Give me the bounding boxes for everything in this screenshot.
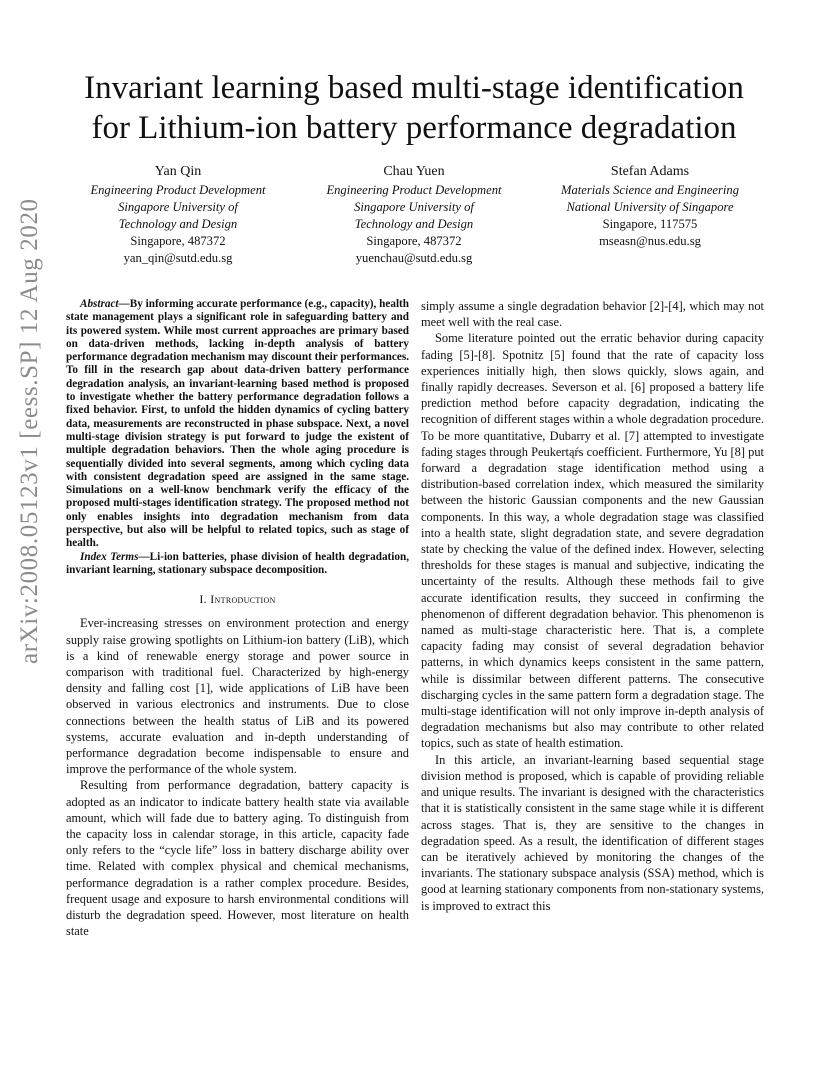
author-city: Singapore, 487372 xyxy=(366,234,462,248)
body-paragraph: simply assume a single degradation behavior [2]-[4], which may not meet well with the real case. xyxy=(421,299,764,330)
section-numeral: I. xyxy=(199,592,211,607)
author-organization-cont: Technology and Design xyxy=(118,217,238,231)
author-department: Engineering Product Development xyxy=(90,183,266,197)
author-department: Engineering Product Development xyxy=(326,183,502,197)
author-1 xyxy=(60,163,296,267)
index-terms-text: Li-ion batteries, phase division of health degradation, invariant learning, stationary subspace decomposition. xyxy=(66,550,409,576)
author-email: yuenchau@sutd.edu.sg xyxy=(355,251,473,265)
author-organization: National University of Singapore xyxy=(566,200,734,214)
right-column xyxy=(421,298,764,914)
author-email: mseasn@nus.edu.sg xyxy=(599,234,701,248)
body-paragraph: Ever-increasing stresses on environment protection and energy supply raise growing spotlights on Lithium-ion battery (LiB), which is a kind of renewable energy storage and power source in comparison with traditional fuel. Characterized by high-energy density and falling cost [1], wide applications of LiB have been observed in various electronics and instruments. Due to close connections between the health status of LiB and its powered systems, accurate evaluation and in-depth understanding of performance degradation become indispensable to ensure and improve the performance of the whole system. xyxy=(66,616,409,777)
author-email: yan_qin@sutd.edu.sg xyxy=(123,251,233,265)
body-paragraph: In this article, an invariant-learning based sequential stage division method is proposed, which is capable of providing reliable and unique results. The invariant is designed with the characteristics that it is statistically consistent in the same stage while it is different across stages. That is, they are sensitive to the changes in degradation speed. As a result, the identification of different stages can be iteratively achieved by monitoring the changes of the invariants. The stationary subspace analysis (SSA) method, which is good at learning stationary components from non-stationary systems, is improved to extract this xyxy=(421,752,764,913)
abstract-label: Abstract— xyxy=(80,298,130,310)
section-title: Introduction xyxy=(210,592,276,607)
left-column xyxy=(66,298,409,940)
section-heading-introduction xyxy=(66,591,409,607)
index-terms xyxy=(66,551,409,578)
author-2 xyxy=(296,163,532,267)
author-block xyxy=(60,163,768,273)
paper-title xyxy=(40,68,788,148)
author-city: Singapore, 117575 xyxy=(602,217,698,231)
author-name: Yan Qin xyxy=(154,164,202,179)
paper-title-line-1: Invariant learning based multi-stage identification xyxy=(84,70,744,106)
author-organization-cont: Technology and Design xyxy=(354,217,474,231)
author-name: Stefan Adams xyxy=(610,164,690,179)
author-organization: Singapore University of xyxy=(354,200,474,214)
author-department: Materials Science and Engineering xyxy=(560,183,740,197)
body-paragraph: Resulting from performance degradation, battery capacity is adopted as an indicator to indicate battery health state via available amount, which will fade due to battery aging. To distinguish from the capacity loss in calendar storage, in this article, capacity fade only refers to the “cycle life” loss in battery discharge ability over time. Related with complex physical and chemical mechanisms, performance degradation is a rather complex procedure. Besides, frequent usage and exposure to harsh environmental conditions will disturb the degradation speed. However, most literature on health state xyxy=(66,778,409,939)
index-terms-label: Index Terms— xyxy=(80,550,150,563)
author-3 xyxy=(532,163,768,250)
abstract-text: By informing accurate performance (e.g., capacity), health state management plays a significant role in safeguarding battery and its powered system. While most current approaches are primary based on data-driven methods, lacking in-depth analysis of battery performance degradation mechanism may discount their performances. To fill in the research gap about data-driven battery performance degradation analysis, an invariant-learning based method is proposed to investigate whether the battery performance degradation follows a fixed behavior. First, to unfold the hidden dynamics of cycling battery data, measurements are reconstructed in phase subspace. Next, a novel multi-stage division strategy is put forward to judge the existent of multiple degradation behaviors. Then the whole aging procedure is sequentially divided into several segments, among which cycling data with consistent degradation speed are assigned in the same stage. Simulations on a well-know benchmark verify the efficacy of the proposed multi-stages identification strategy. The proposed method not only enables insights into degradation mechanism from data perspective, but also will be helpful to related topics, such as stage of health. xyxy=(66,298,409,550)
author-organization: Singapore University of xyxy=(118,200,238,214)
abstract xyxy=(66,298,409,551)
author-city: Singapore, 487372 xyxy=(130,234,226,248)
arxiv-identifier-stamp: arXiv:2008.05123v1 [eess.SP] 12 Aug 2020 xyxy=(16,198,43,664)
author-name: Chau Yuen xyxy=(383,164,445,179)
paper-title-line-2: for Lithium-ion battery performance degradation xyxy=(91,110,737,146)
body-paragraph: Some literature pointed out the erratic behavior during capacity fading [5]-[8]. Spotnitz [5] found that the rate of capacity loss experiences initially high, then slows quickly, slows again, and finally rapidly decreases. Severson et al. [6] proposed a battery life prediction method before capacity degradation, indicating the recognition of different stages within a whole degradation procedure. To be more quantitative, Dubarry et al. [7] attempted to investigate fading stages through Peukertąŕs coefficient. Furthermore, Yu [8] put forward a degradation stage identification method using a distribution-based correlation index, which measured the similarity between the historic Gaussian components and the new Gaussian components. In this way, a whole degradation stage was classified into a health state, slight degradation state, and severe degradation state by checking the value of the defined index. However, selecting thresholds for these stages is manual and subjective, indicating the uncertainty of the results. Although these methods fail to give accurate identification results, they succeed in confirming the phenomenon of different degradation behavior. This phenomenon is named as multi-stage characteristic here. That is, a complete capacity fading may consist of several degradation behavior patterns, in which dynamics keeps consistent in the same pattern, while is dissimilar between different patterns. The consecutive discharging cycles in the same pattern form a degradation stage. The multi-stage identification will not only improve in-depth analysis of degradation mechanisms but also may contribute to other related topics, such as state of health estimation. xyxy=(421,331,764,751)
